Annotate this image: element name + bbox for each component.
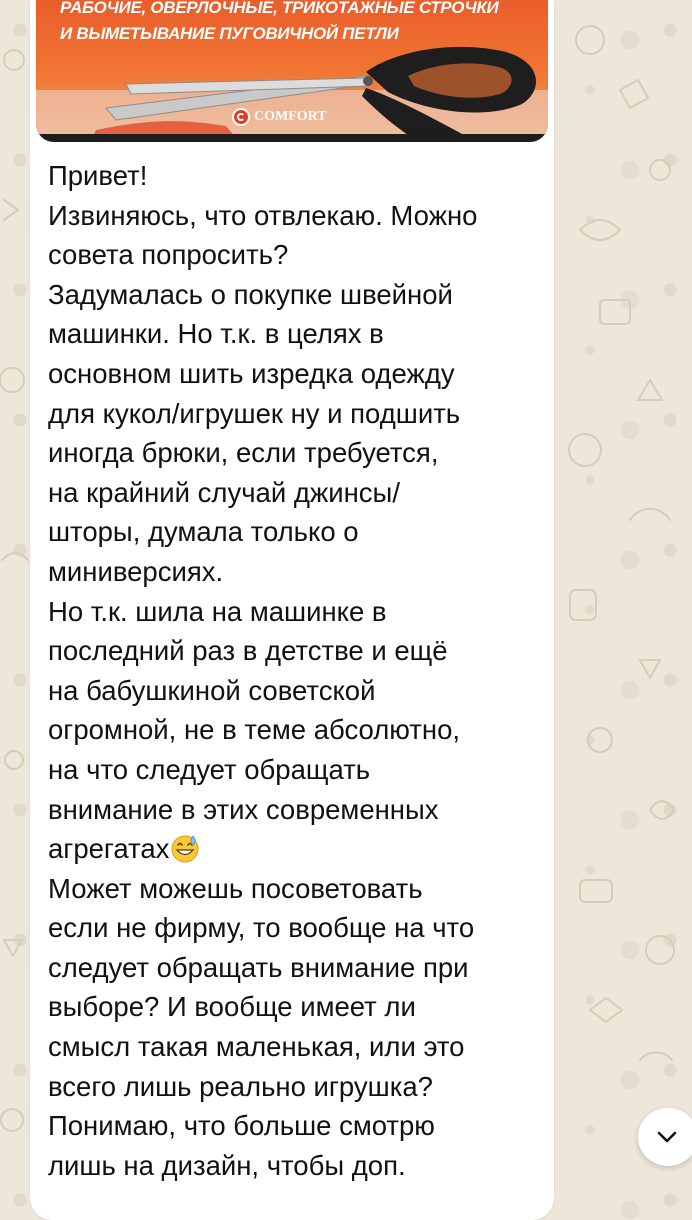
- message-line: лишь на дизайн, чтобы доп.: [48, 1149, 406, 1181]
- message-line: на бабушкиной советской: [48, 674, 376, 706]
- brand-logo-text: COMFORT: [254, 109, 327, 124]
- message-line: Но т.к. шила на машинке в: [48, 595, 387, 627]
- message-line: Извиняюсь, что отвлекаю. Можно: [48, 199, 478, 231]
- message-line: на что следует обращать: [48, 753, 371, 785]
- message-line: Понимаю, что больше смотрю: [48, 1110, 435, 1142]
- message-line: выборе? И вообще имеет ли: [48, 991, 416, 1023]
- image-caption-line-1: РАБОЧИЕ, ОВЕРЛОЧНЫЕ, ТРИКОТАЖНЫЕ СТРОЧКИ: [60, 0, 499, 17]
- message-line: для кукол/игрушек ну и подшить: [48, 397, 461, 429]
- message-line: Задумалась о покупке швейной: [48, 278, 453, 310]
- message-line: иногда брюки, если требуется,: [48, 437, 439, 469]
- message-line: огромной, не в теме абсолютно,: [48, 714, 461, 746]
- message-line: если не фирму, то вообще на что: [48, 912, 475, 944]
- message-line: основном шить изредка одежду: [48, 357, 455, 389]
- attached-image[interactable]: [36, 0, 548, 142]
- brand-logo: [232, 108, 327, 126]
- message-line: совета попросить?: [48, 239, 289, 271]
- message-line: шторы, думала только о: [48, 516, 359, 548]
- message-line: Привет!: [48, 160, 148, 191]
- message-line: миниверсиях.: [48, 555, 224, 587]
- message-text: [48, 156, 548, 1185]
- message-line-with-emoji: [48, 829, 548, 869]
- message-line: смысл такая маленькая, или это: [48, 1031, 465, 1063]
- image-caption-line-2: И ВЫМЕТЫВАНИЕ ПУГОВИЧНОЙ ПЕТЛИ: [60, 24, 399, 43]
- message-line: последний раз в детстве и ещё: [48, 635, 448, 667]
- grinning-sweat-emoji-icon: [170, 833, 200, 863]
- message-line: агрегатах: [48, 833, 170, 865]
- message-line: всего лишь реально игрушка?: [48, 1070, 433, 1102]
- scroll-to-bottom-button[interactable]: [638, 1108, 692, 1166]
- message-line: следует обращать внимание при: [48, 951, 469, 983]
- chevron-down-icon: [656, 1130, 678, 1144]
- message-line: машинки. Но т.к. в целях в: [48, 318, 384, 350]
- brand-logo-icon: [232, 108, 250, 126]
- message-line: на крайний случай джинсы/: [48, 476, 400, 508]
- message-line: Может можешь посоветовать: [48, 872, 423, 904]
- message-line: внимание в этих современных: [48, 793, 439, 825]
- message-bubble: [30, 0, 554, 1220]
